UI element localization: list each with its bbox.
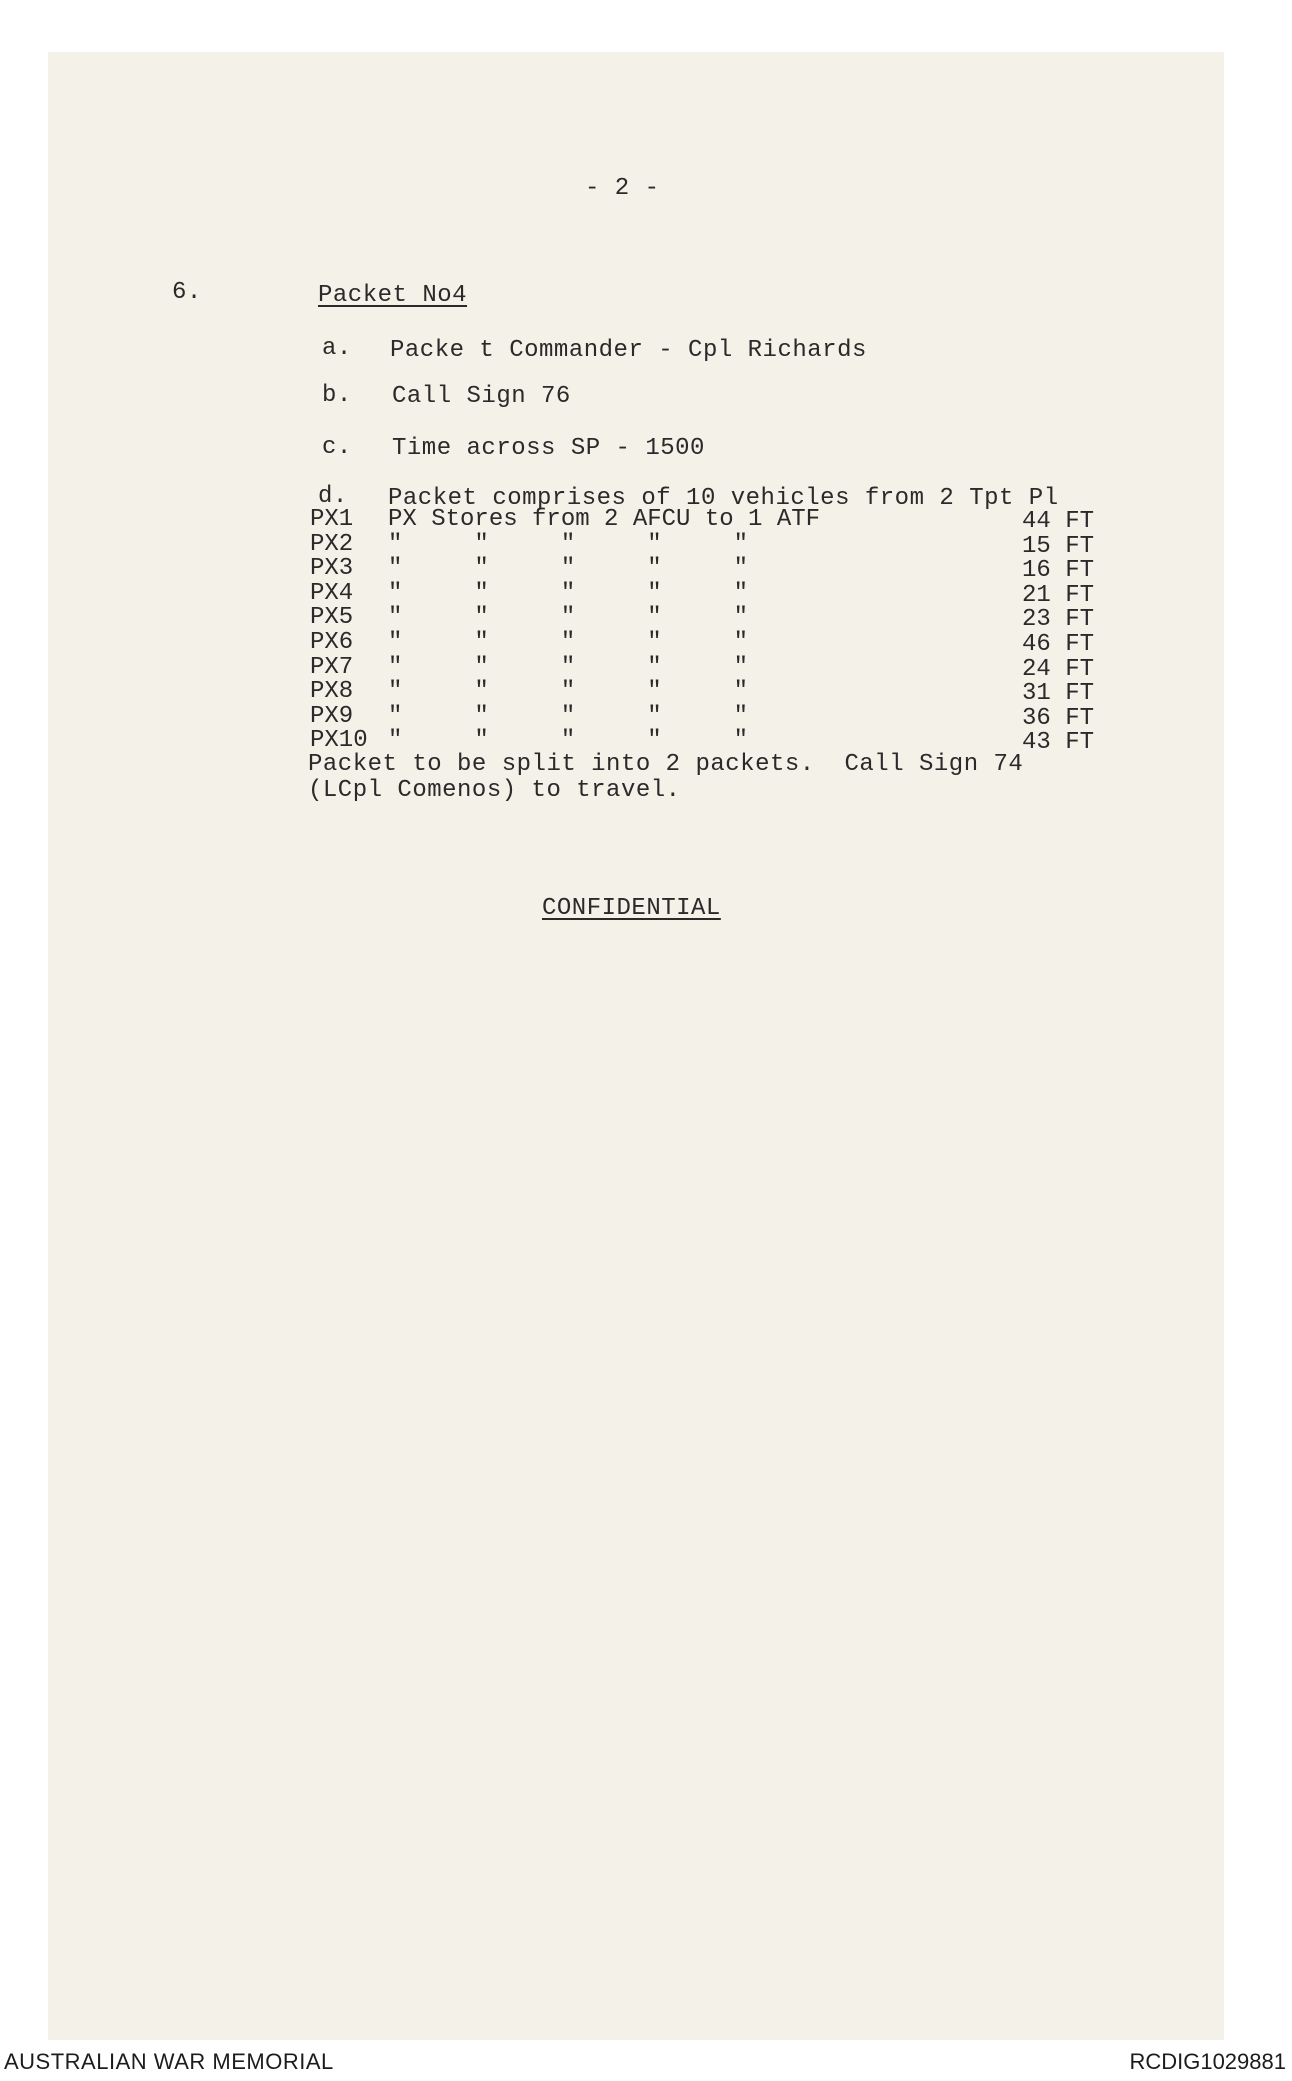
classification-label: CONFIDENTIAL	[542, 895, 721, 922]
item-c-text: Time across SP - 1500	[392, 435, 705, 462]
vehicle-id: PX7	[310, 654, 354, 681]
vehicle-id: PX3	[310, 555, 354, 582]
vehicle-description: " " " " "	[388, 604, 749, 631]
section-title: Packet No4	[318, 282, 468, 309]
vehicle-row	[0, 580, 1292, 609]
vehicle-length: 16 FT	[1022, 557, 1095, 584]
vehicle-id: PX1	[310, 506, 354, 533]
footer-right: RCDIG1029881	[1129, 2049, 1286, 2074]
vehicle-length: 43 FT	[1022, 729, 1095, 756]
vehicle-id: PX6	[310, 629, 354, 656]
vehicle-length: 24 FT	[1022, 656, 1095, 683]
item-b-text: Call Sign 76	[392, 383, 571, 410]
vehicle-length: 23 FT	[1022, 606, 1095, 633]
note-line-2: (LCpl Comenos) to travel.	[308, 777, 681, 804]
section-number: 6.	[172, 279, 202, 306]
item-d-letter: d.	[318, 483, 348, 510]
vehicle-description: " " " " "	[388, 629, 749, 656]
vehicle-row	[0, 654, 1292, 683]
note-line-1: Packet to be split into 2 packets. Call Sign 74	[308, 751, 1024, 778]
vehicle-length: 44 FT	[1022, 508, 1095, 535]
vehicle-row	[0, 555, 1292, 584]
vehicle-row	[0, 531, 1292, 560]
vehicle-row	[0, 727, 1292, 756]
item-a-text: Packe t Commander - Cpl Richards	[390, 337, 867, 364]
page-number: - 2 -	[585, 175, 660, 202]
vehicle-description: " " " " "	[388, 531, 749, 558]
vehicle-row	[0, 604, 1292, 633]
vehicle-description: PX Stores from 2 AFCU to 1 ATF	[388, 506, 821, 533]
vehicle-length: 15 FT	[1022, 533, 1095, 560]
item-b-letter: b.	[322, 382, 352, 409]
vehicle-id: PX2	[310, 531, 354, 558]
vehicle-length: 46 FT	[1022, 631, 1095, 658]
archive-footer	[0, 2043, 1292, 2081]
vehicle-row	[0, 506, 1292, 535]
vehicle-id: PX10	[310, 727, 368, 754]
vehicle-id: PX4	[310, 580, 354, 607]
item-d-text: Packet comprises of 10 vehicles from 2 Tpt Pl	[388, 485, 1059, 512]
vehicle-length: 36 FT	[1022, 705, 1095, 732]
vehicle-description: " " " " "	[388, 555, 749, 582]
item-a-letter: a.	[322, 335, 352, 362]
vehicle-description: " " " " "	[388, 727, 749, 754]
vehicle-row	[0, 629, 1292, 658]
footer-left: AUSTRALIAN WAR MEMORIAL	[4, 2049, 334, 2074]
vehicle-row	[0, 703, 1292, 732]
vehicle-description: " " " " "	[388, 580, 749, 607]
vehicle-description: " " " " "	[388, 678, 749, 705]
vehicle-length: 31 FT	[1022, 680, 1095, 707]
item-c-letter: c.	[322, 434, 352, 461]
vehicle-description: " " " " "	[388, 654, 749, 681]
vehicle-length: 21 FT	[1022, 582, 1095, 609]
vehicle-id: PX8	[310, 678, 354, 705]
vehicle-id: PX9	[310, 703, 354, 730]
vehicle-row	[0, 678, 1292, 707]
vehicle-id: PX5	[310, 604, 354, 631]
vehicle-description: " " " " "	[388, 703, 749, 730]
